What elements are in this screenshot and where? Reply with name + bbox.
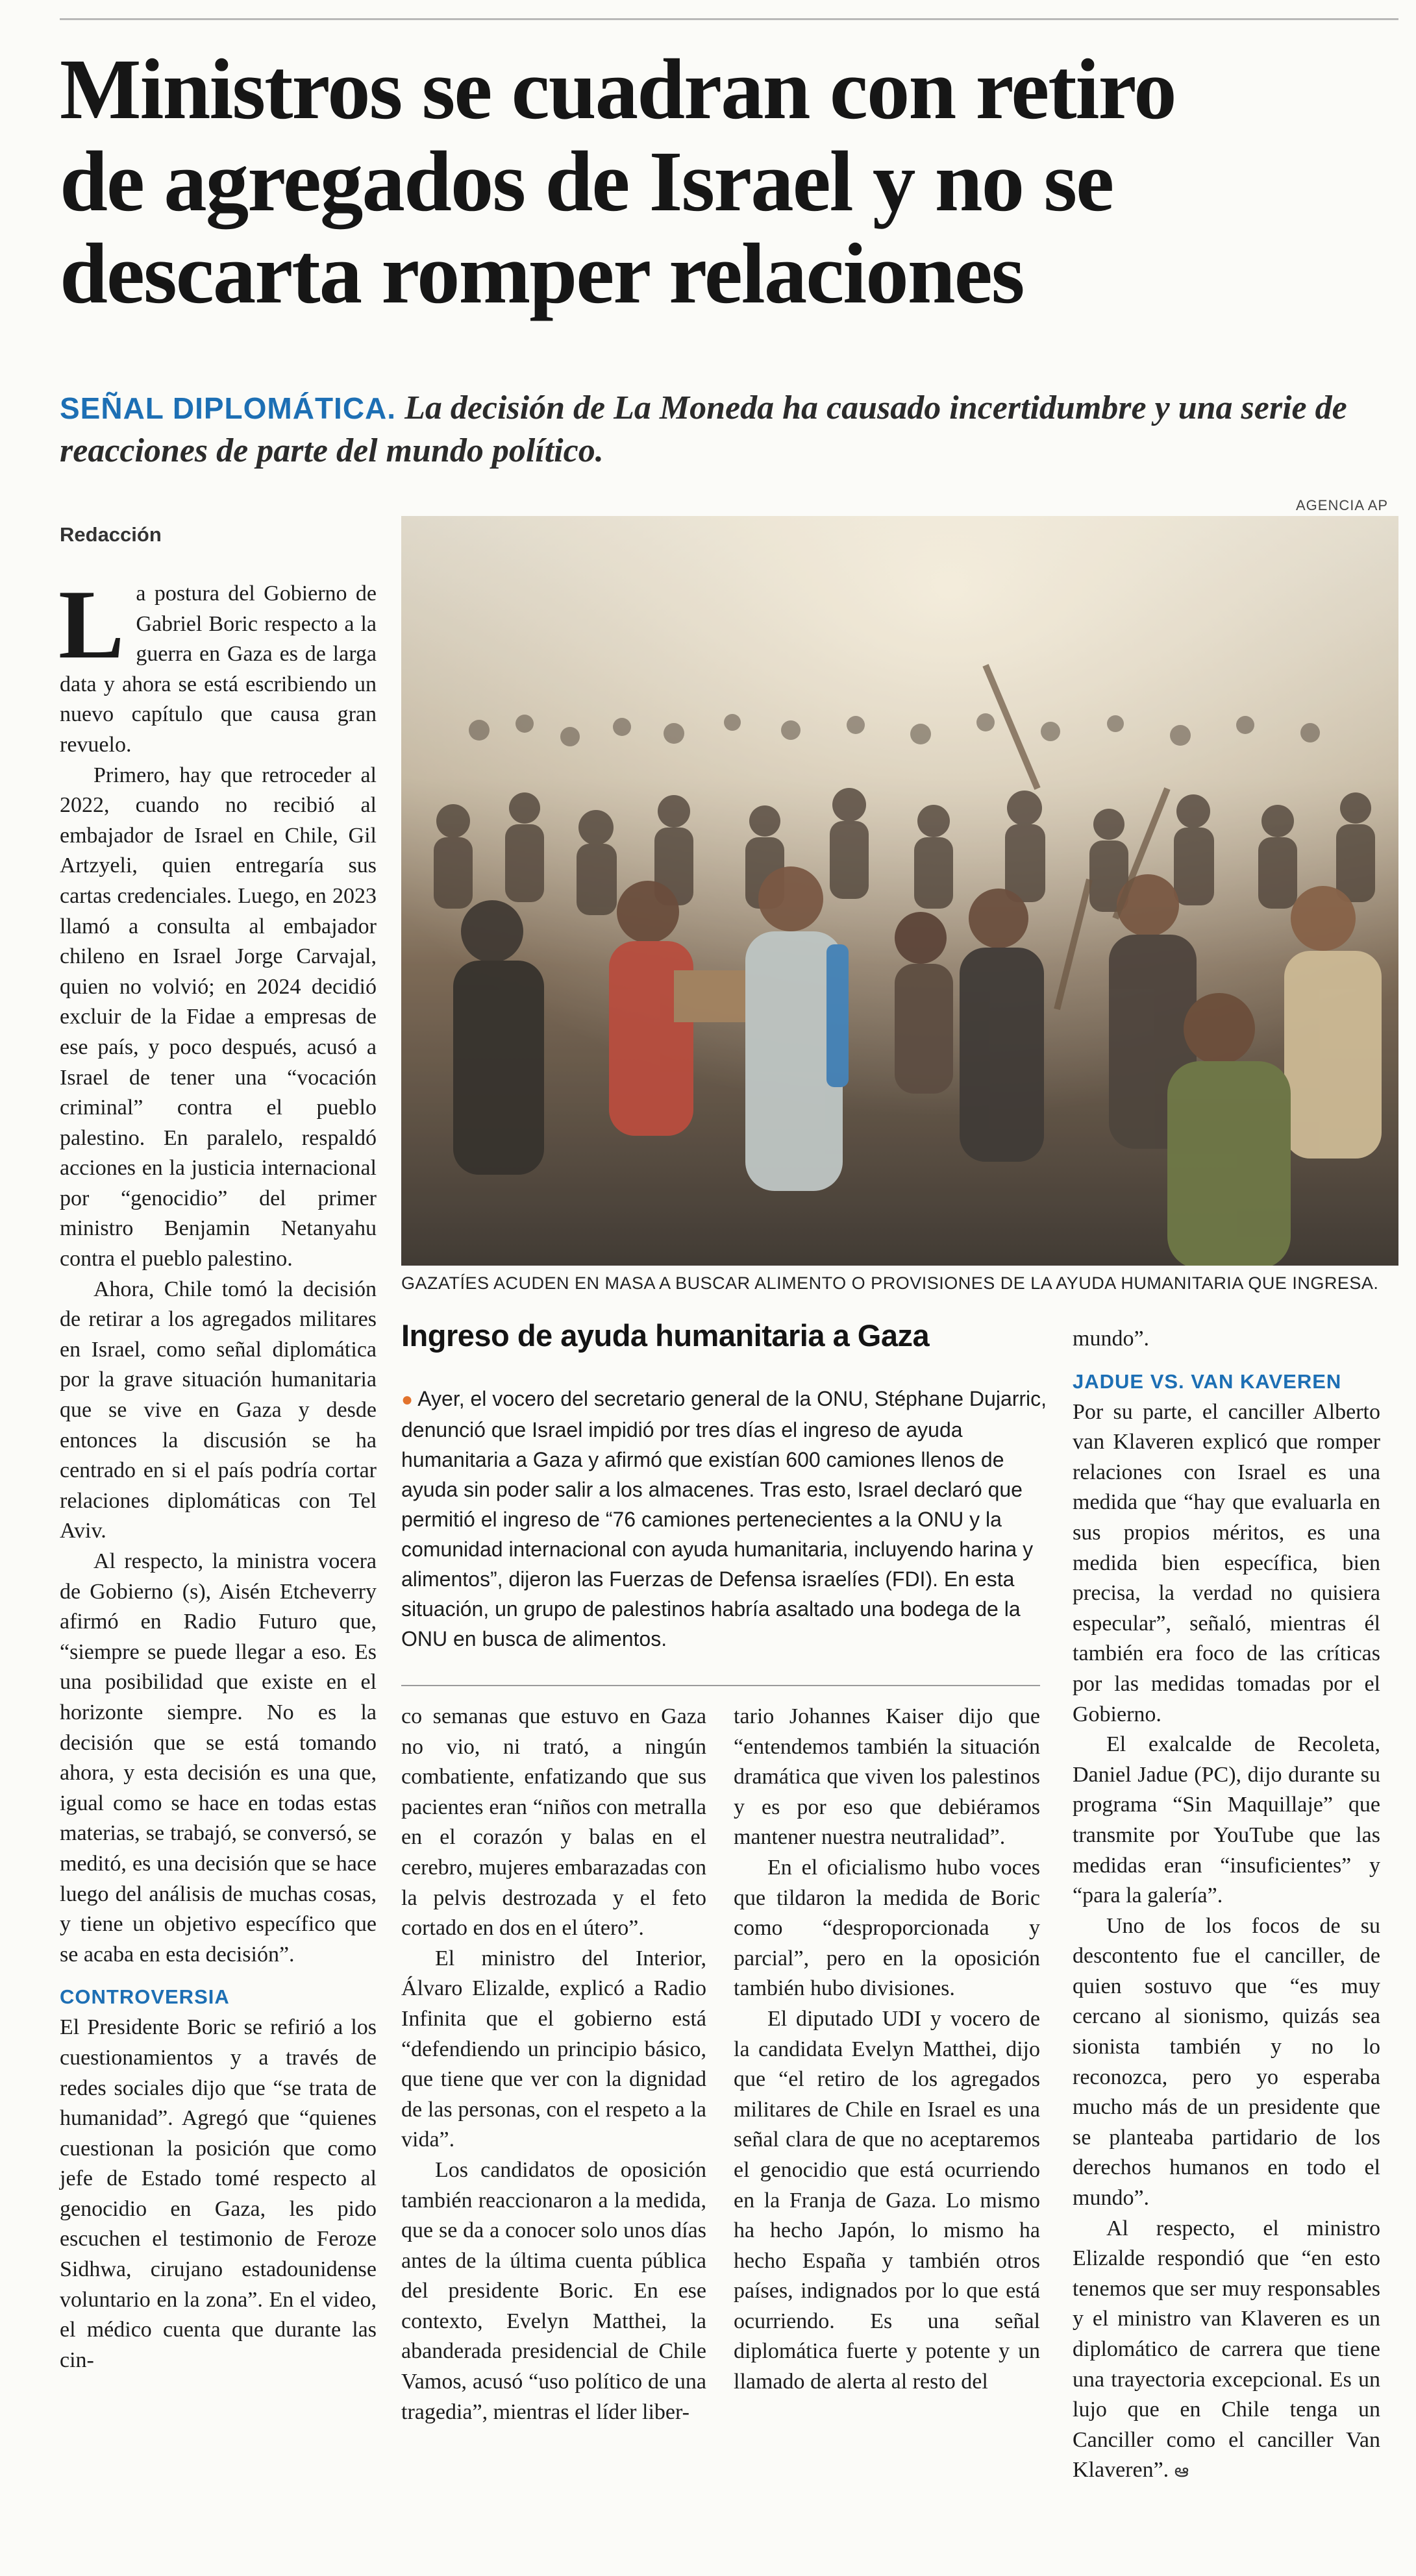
photo-caption: GAZATÍES ACUDEN EN MASA A BUSCAR ALIMENTO O PROVISIONES DE LA AYUDA HUMANITARIA QUE INGRESA. <box>401 1273 1379 1293</box>
byline: Redacción <box>60 523 162 546</box>
end-mark-icon: ఆ <box>1174 2460 1189 2482</box>
column-3 <box>734 1702 1040 2398</box>
paragraph: Uno de los focos de su descontento fue el canciller, de quien sostuvo que “es muy cercano al sionismo, quizás sea sionista también y no lo reconozca, pero yo esperaba mucho más de un presidente que se planteaba partidario de los derechos humanos en todo el mundo”. <box>1073 1913 1380 2211</box>
paragraph: El Presidente Boric se refirió a los cuestionamientos y a través de redes sociales dijo que “se trata de humanidad”. Agregó que “quienes cuestionan la posición que como jefe de Estado tomé respecto al genocidio en Gaza, les pido escuchen el testimonio de Feroze Sidhwa, cirujano estadounidense voluntario en la zona”. En el video, el médico cuenta que durante las cin- <box>60 2015 377 2372</box>
headline-line-1: Ministros se cuadran con retiro <box>60 41 1176 137</box>
paragraph: Al respecto, la ministra vocera de Gobierno (s), Aisén Etcheverry afirmó en Radio Futuro que, “siempre se puede llegar a eso. Es una posibilidad que existe en el horizonte siempre. No es la decisión que se está tomando ahora, y esta decisión es una que, igual como se hace en todas estas materias, se trabajó, se conversó, se meditó, es una decisión que se hace luego del análisis de muchas cosas, y tiene un objetivo específico que se acaba en esta decisión”. <box>60 1549 377 1967</box>
box-title: Ingreso de ayuda humanitaria a Gaza <box>401 1318 930 1353</box>
headline <box>60 43 1398 319</box>
paragraph: mundo”. <box>1073 1327 1150 1351</box>
headline-line-2: de agregados de Israel y no se <box>60 133 1113 229</box>
column-4 <box>1073 1324 1380 2486</box>
subhead-controversia: CONTROVERSIA <box>60 1985 230 2009</box>
top-rule <box>60 18 1398 20</box>
lead-paragraph: La postura del Gobierno de Gabriel Boric respecto a la guerra en Gaza es de larga data y ahora se está escribiendo un nuevo capítulo que causa gran revuelo. <box>58 570 377 757</box>
paragraph: Por su parte, el canciller Alberto van Klaveren explicó que romper relaciones con Israel es una medida que “hay que evaluarla en sus propios méritos, es una medida bien específica, bien precisa, la verdad no quisiera especular”, señaló, mientras él también era foco de las críticas por las medidas tomadas por el Gobierno. <box>1073 1399 1380 1726</box>
box-divider <box>401 1685 1040 1686</box>
paragraph: En el oficialismo hubo voces que tildaron la medida de Boric como “desproporcionada y parcial”, pero en la oposición también hubo divisiones. <box>734 1855 1040 2001</box>
paragraph: Ahora, Chile tomó la decisión de retirar a los agregados militares en Israel, como señal diplomática por la grave situación humanitaria que se vive en Gaza y desde entonces la discusión se ha centrado en si el país podría cortar relaciones diplomáticas con Tel Aviv. <box>60 1277 377 1543</box>
column-2 <box>401 1702 706 2427</box>
bullet-icon: ● <box>401 1389 414 1410</box>
paragraph: Primero, hay que retroceder al 2022, cuando no recibió al embajador de Israel en Chile, Gil Artzyeli, quien entregaría sus cartas credenciales. Luego, en 2023 llamó a consulta al embajador chileno en Israel Jorge Carvajal, quien no volvió; en 2024 decidió excluir de la Fidae a empresas de ese país, y poco después, acusó a Israel de tener una “vocación criminal” contra el pueblo palestino. En paralelo, respaldó acciones en la justicia internacional por “genocidio” del primer ministro Benjamin Netanyahu contra el pueblo palestino. <box>60 763 377 1271</box>
column-1 <box>58 570 377 2375</box>
headline-line-3: descarta romper relaciones <box>60 225 1024 321</box>
news-photo <box>401 516 1398 1266</box>
crowd-photo-illustration <box>401 516 1398 1266</box>
box-text: ● Ayer, el vocero del secretario general de la ONU, Stéphane Dujarric, denunció que Israel impidió por tres días el ingreso de ayuda humanitaria a Gaza y afirmó que existían 600 camiones llenos de ayuda sin poder salir a los almacenes. Tras esto, Israel declaró que permitió el ingreso de “76 camiones pertenecientes a la ONU y la comunidad internacional con ayuda humanitaria, incluyendo harina y alimentos”, dijeron las Fuerzas de Defensa israelíes (FDI). En esta situación, un grupo de palestinos habría asaltado una bodega de la ONU en busca de alimentos. <box>401 1387 1047 1650</box>
deck-text: La decisión de La Moneda ha causado incertidumbre y una serie de reacciones de parte del mundo político. <box>60 389 1347 469</box>
paragraph: co semanas que estuvo en Gaza no vio, ni trató, a ningún combatiente, enfatizando que sus pacientes eran “niños con metralla en el corazón y balas en el cerebro, mujeres embarazadas con la pelvis destrozada y el feto cortado en dos en el útero”. <box>401 1704 706 1941</box>
paragraph: El ministro del Interior, Álvaro Elizalde, explicó a Radio Infinita que el gobierno está “defendiendo un principio básico, que tiene que ver con la dignidad de las personas, con el respeto a la vida”. <box>401 1946 706 2152</box>
paragraph: El exalcalde de Recoleta, Daniel Jadue (PC), dijo durante su programa “Sin Maquillaje” que transmite por YouTube que las medidas eran “insuficientes” y “para la galería”. <box>1073 1732 1380 1908</box>
deck <box>60 387 1397 472</box>
paragraph: tario Johannes Kaiser dijo que “entendemos también la situación dramática que viven los palestinos y es por eso que debiéramos mantener nuestra neutralidad”. <box>734 1704 1040 1850</box>
paragraph: Al respecto, el ministro Elizalde respondió que “en esto tenemos que ser muy responsables y el ministro van Klaveren es un diplomático de carrera que tiene una trayectoria excepcional. Es un lujo que en Chile tenga un Canciller como el canciller Van Klaveren”. ఆ <box>1073 2216 1380 2483</box>
paragraph: Los candidatos de oposición también reaccionaron a la medida, que se da a conocer solo unos días antes de la última cuenta pública del presidente Boric. En ese contexto, Evelyn Matthei, la abanderada presidencial de Chile Vamos, acusó “uso político de una tragedia”, mientras el líder liber- <box>401 2157 706 2424</box>
subhead-jadue-vs-van-kaveren: JADUE VS. VAN KAVEREN <box>1073 1369 1342 1393</box>
drop-cap: L <box>58 570 125 679</box>
photo-credit: AGENCIA AP <box>1296 497 1389 513</box>
paragraph: El diputado UDI y vocero de la candidata Evelyn Matthei, dijo que “el retiro de los agregados militares de Chile en Israel es una señal clara de que no aceptaremos el genocidio que está ocurriendo en la Franja de Gaza. Lo mismo ha hecho Japón, lo mismo ha hecho España y también otros países, indignados por lo que está ocurriendo. Es una señal diplomática fuerte y potente y un llamado de alerta al resto del <box>734 2006 1040 2394</box>
deck-kicker: SEÑAL DIPLOMÁTICA. <box>60 391 397 425</box>
